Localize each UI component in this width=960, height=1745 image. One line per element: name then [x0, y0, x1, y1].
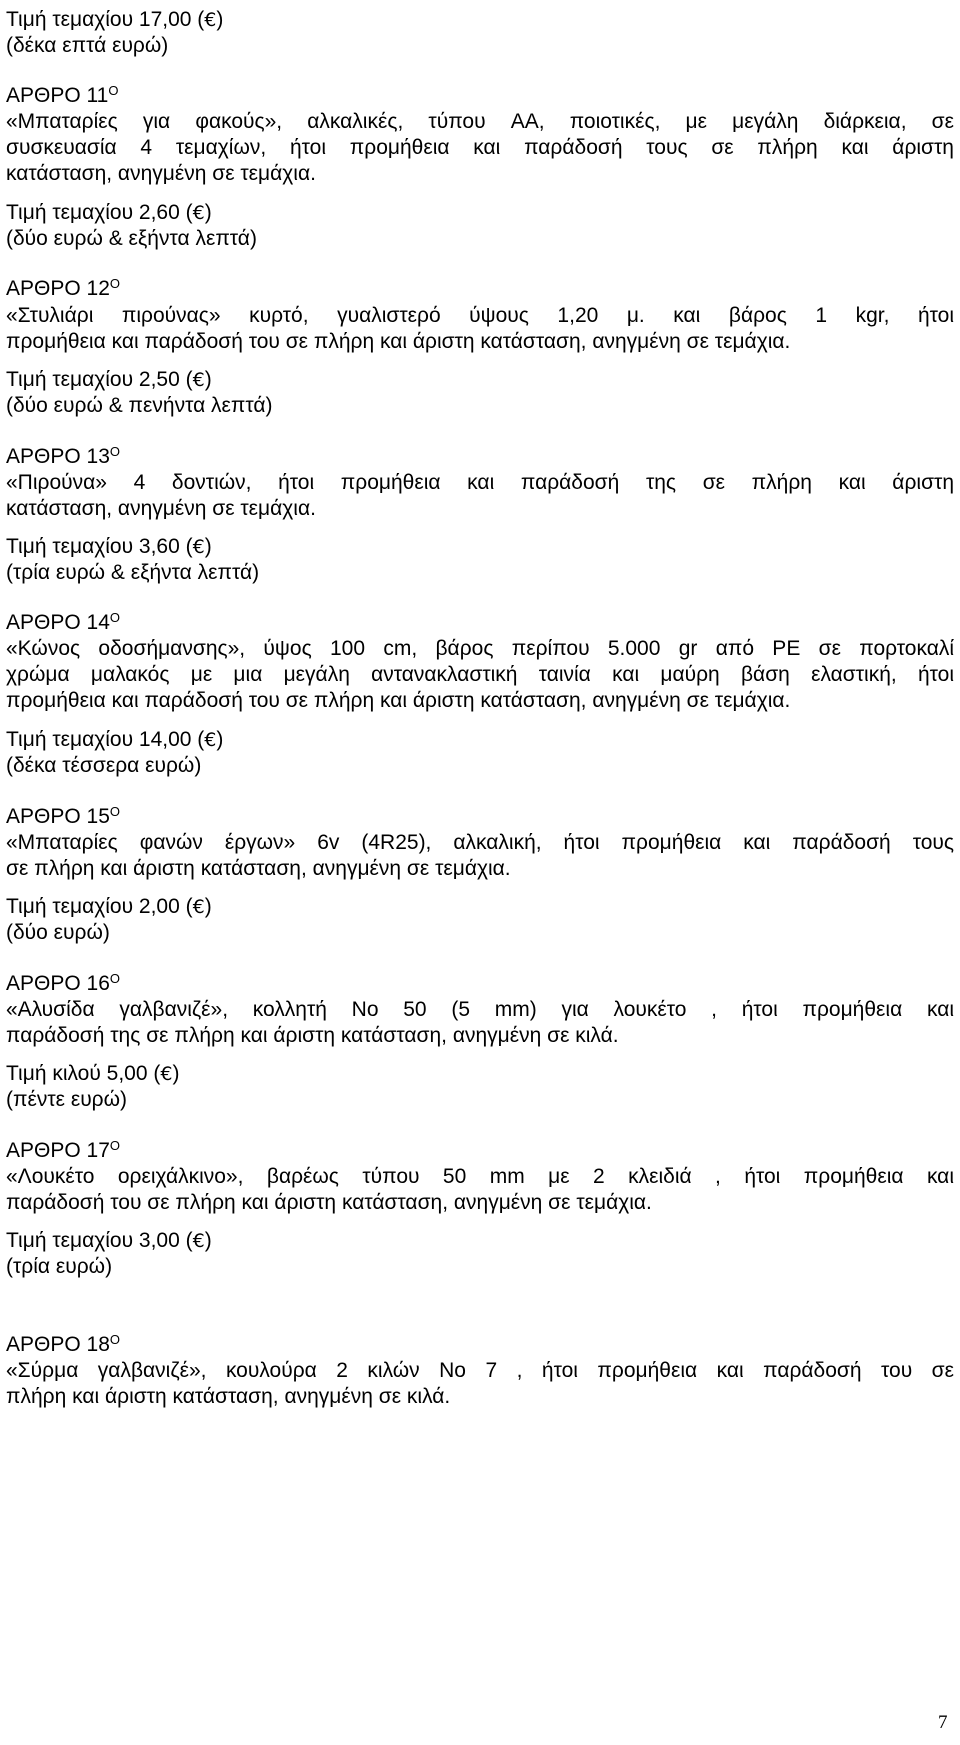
- price-line: Τιμή τεμαχίου 17,00 (€): [6, 8, 224, 31]
- price-line: Τιμή κιλού 5,00 (€): [6, 1062, 180, 1085]
- euro-symbol: €: [160, 1063, 173, 1085]
- article-desc-line: «Μπαταρίες για φακούς», αλκαλικές, τύπου AA, ποιοτικές, με μεγάλη διάρκεια, σε: [6, 110, 954, 133]
- article-desc-line: «Πιρούνα» 4 δοντιών, ήτοι προμήθεια και παράδοσή της σε πλήρη και άριστη: [6, 471, 954, 494]
- price-words: (δέκα τέσσερα ευρώ): [6, 754, 202, 777]
- article-title: ΑΡΘΡΟ $12^O$: [6, 276, 121, 300]
- euro-symbol: €: [192, 536, 205, 558]
- article-title: ΑΡΘΡΟ $13^O$: [6, 444, 121, 468]
- article-desc-line: «Σύρμα γαλβανιζέ», κουλούρα 2 κιλών Νο 7 , ήτοι προμήθεια και παράδοσή του σε: [6, 1359, 954, 1382]
- price-words: (τρία ευρώ & εξήντα λεπτά): [6, 561, 260, 584]
- euro-symbol: €: [192, 896, 205, 918]
- article-desc-line: παράδοσή του σε πλήρη και άριστη κατάσταση, ανηγμένη σε τεμάχια.: [6, 1191, 652, 1214]
- article-desc-line: «Αλυσίδα γαλβανιζέ», κολλητή Νο 50 (5 mm) για λουκέτο , ήτοι προμήθεια και: [6, 998, 954, 1021]
- euro-symbol: €: [204, 9, 217, 31]
- article-desc-line: συσκευασία 4 τεμαχίων, ήτοι προμήθεια και παράδοσή τους σε πλήρη και άριστη: [6, 136, 954, 159]
- price-words: (δέκα επτά ευρώ): [6, 34, 169, 57]
- euro-symbol: €: [204, 729, 217, 751]
- price-line: Τιμή τεμαχίου 2,60 (€): [6, 201, 212, 224]
- article-title: ΑΡΘΡΟ $14^O$: [6, 610, 121, 634]
- article-desc-line: «Κώνος οδοσήμανσης», ύψος 100 cm, βάρος περίπου 5.000 gr από PE σε πορτοκαλί: [6, 637, 954, 660]
- article-desc-line: κατάσταση, ανηγμένη σε τεμάχια.: [6, 162, 316, 185]
- article-title: ΑΡΘΡΟ $17^O$: [6, 1138, 121, 1162]
- price-line: Τιμή τεμαχίου 3,60 (€): [6, 535, 212, 558]
- article-title: ΑΡΘΡΟ $11^O$: [6, 83, 119, 107]
- article-desc-line: «Λουκέτο ορειχάλκινο», βαρέως τύπου 50 mm με 2 κλειδιά , ήτοι προμήθεια και: [6, 1165, 954, 1188]
- euro-symbol: €: [192, 369, 205, 391]
- article-desc-line: «Στυλιάρι πιρούνας» κυρτό, γυαλιστερό ύψους 1,20 μ. και βάρος 1 kgr, ήτοι: [6, 304, 954, 327]
- price-line: Τιμή τεμαχίου 3,00 (€): [6, 1229, 212, 1252]
- article-desc-line: σε πλήρη και άριστη κατάσταση, ανηγμένη σε τεμάχια.: [6, 857, 511, 880]
- article-desc-line: προμήθεια και παράδοσή του σε πλήρη και άριστη κατάσταση, ανηγμένη σε τεμάχια.: [6, 689, 791, 712]
- price-line: Τιμή τεμαχίου 14,00 (€): [6, 728, 224, 751]
- euro-symbol: €: [192, 202, 205, 224]
- price-words: (δύο ευρώ & πενήντα λεπτά): [6, 394, 273, 417]
- price-words: (πέντε ευρώ): [6, 1088, 128, 1111]
- article-desc-line: πλήρη και άριστη κατάσταση, ανηγμένη σε κιλά.: [6, 1385, 451, 1408]
- article-desc-line: χρώμα μαλακός με μια μεγάλη αντανακλαστική ταινία και μαύρη βάση ελαστική, ήτοι: [6, 663, 954, 686]
- euro-symbol: €: [192, 1230, 205, 1252]
- price-words: (δύο ευρώ): [6, 921, 110, 944]
- article-title: ΑΡΘΡΟ $18^O$: [6, 1332, 121, 1356]
- price-words: (δύο ευρώ & εξήντα λεπτά): [6, 227, 257, 250]
- article-title: ΑΡΘΡΟ $15^O$: [6, 804, 121, 828]
- price-words: (τρία ευρώ): [6, 1255, 113, 1278]
- article-title: ΑΡΘΡΟ $16^O$: [6, 971, 121, 995]
- price-line: Τιμή τεμαχίου 2,00 (€): [6, 895, 212, 918]
- article-desc-line: κατάσταση, ανηγμένη σε τεμάχια.: [6, 497, 316, 520]
- price-line: Τιμή τεμαχίου 2,50 (€): [6, 368, 212, 391]
- article-desc-line: «Μπαταρίες φανών έργων» 6v (4R25), αλκαλική, ήτοι προμήθεια και παράδοσή τους: [6, 831, 954, 854]
- article-desc-line: προμήθεια και παράδοσή του σε πλήρη και άριστη κατάσταση, ανηγμένη σε τεμάχια.: [6, 330, 791, 353]
- article-desc-line: παράδοσή της σε πλήρη και άριστη κατάσταση, ανηγμένη σε κιλά.: [6, 1024, 619, 1047]
- page-number: 7: [938, 1712, 948, 1733]
